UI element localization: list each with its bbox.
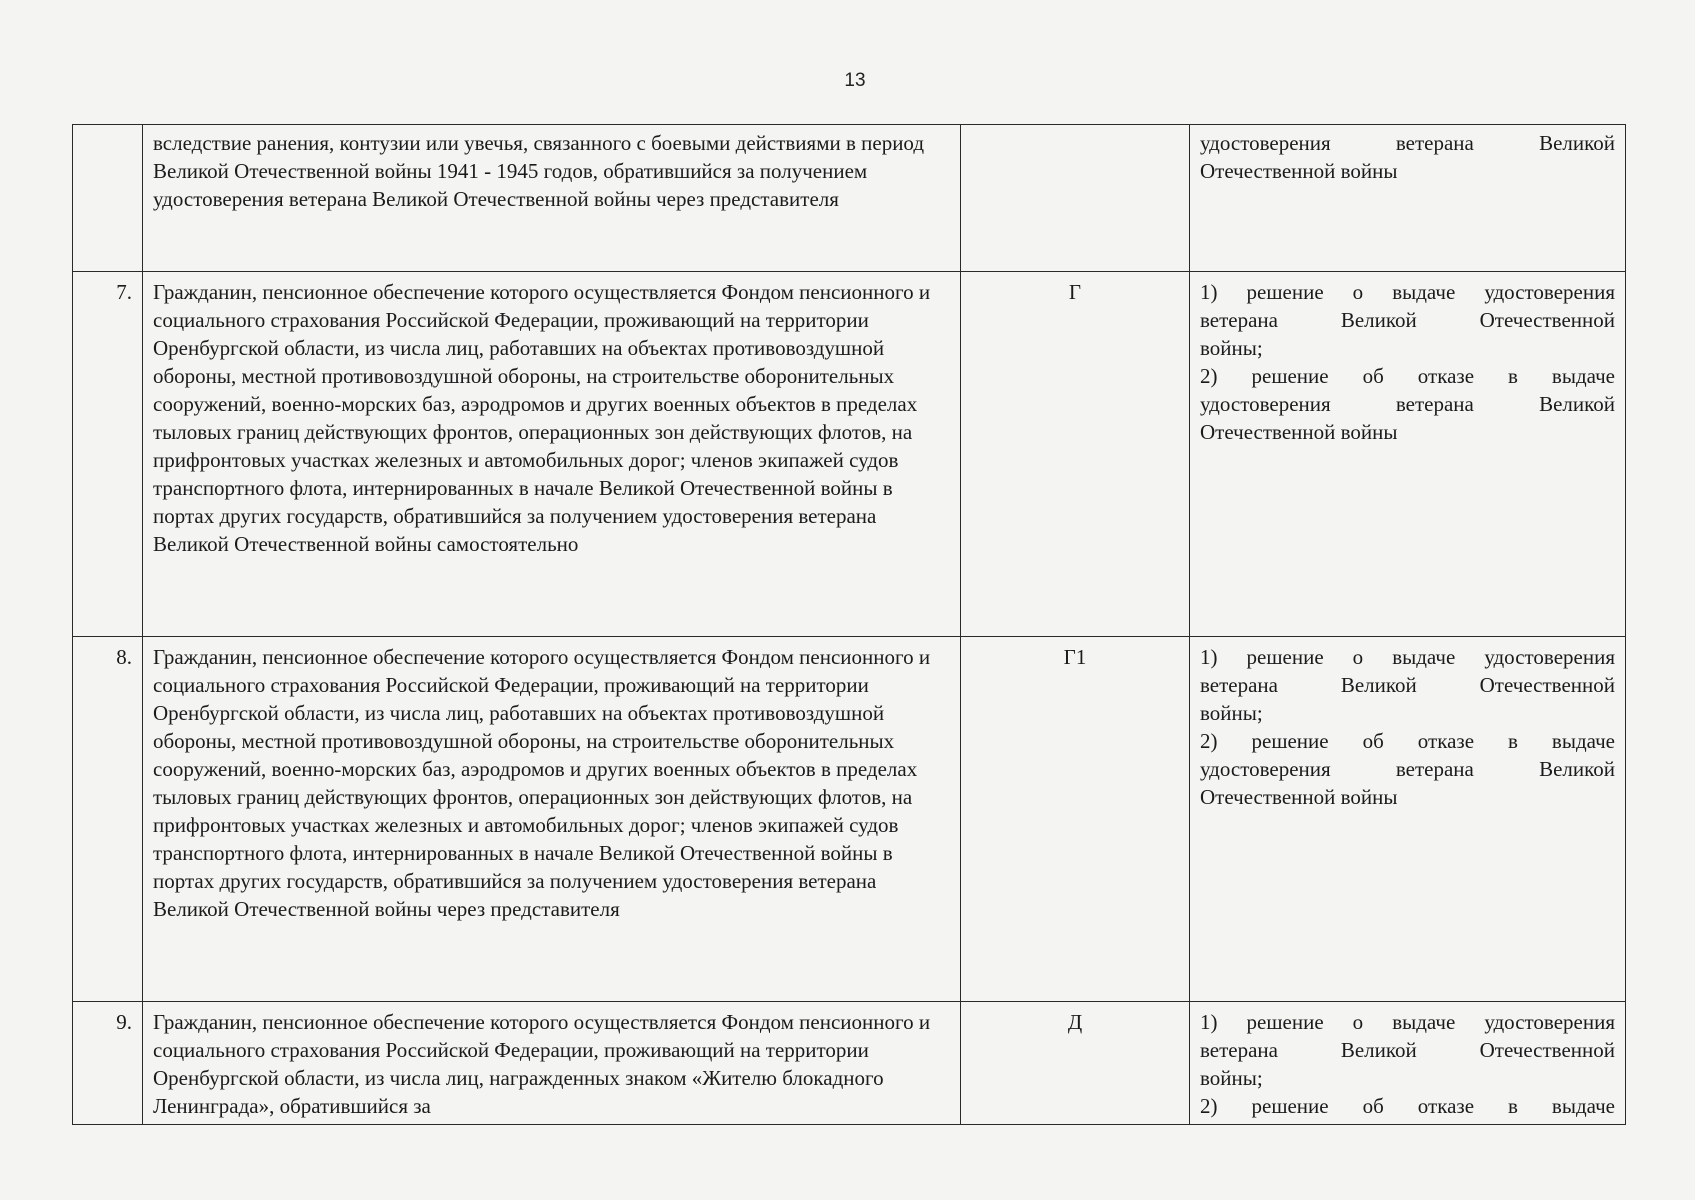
row-result (1190, 637, 1626, 1002)
result-line: войны; (1200, 1066, 1263, 1090)
row-code: Г (961, 272, 1190, 637)
row-code (961, 125, 1190, 272)
row-number: 8. (73, 637, 143, 1002)
row-number (73, 125, 143, 272)
result-line: удостоверения ветерана Великой (1200, 131, 1615, 155)
result-line: 1) решение о выдаче удостоверения (1200, 1010, 1615, 1034)
row-description: вследствие ранения, контузии или увечья, связанного с боевыми действиями в период Великой Отечественной войны 1941 - 1945 годов, обратившийся за получением удостоверения ветерана Великой Отечественной войны через представителя (143, 125, 961, 272)
table-row (73, 125, 1626, 272)
result-line: 2) решение об отказе в выдаче (1200, 1094, 1615, 1118)
result-line: 2) решение об отказе в выдаче (1200, 364, 1615, 388)
result-line: ветерана Великой Отечественной (1200, 673, 1615, 697)
result-line: 1) решение о выдаче удостоверения (1200, 280, 1615, 304)
result-line: Отечественной войны (1200, 420, 1398, 444)
result-line: удостоверения ветерана Великой (1200, 392, 1615, 416)
result-line: войны; (1200, 336, 1263, 360)
row-result (1190, 125, 1626, 272)
table-row (73, 637, 1626, 1002)
result-line: ветерана Великой Отечественной (1200, 308, 1615, 332)
table-row (73, 272, 1626, 637)
result-line: ветерана Великой Отечественной (1200, 1038, 1615, 1062)
row-result (1190, 272, 1626, 637)
result-line: Отечественной войны (1200, 159, 1398, 183)
row-code: Д (961, 1002, 1190, 1125)
result-line: 2) решение об отказе в выдаче (1200, 729, 1615, 753)
result-line: войны; (1200, 701, 1263, 725)
result-line: 1) решение о выдаче удостоверения (1200, 645, 1615, 669)
row-description: Гражданин, пенсионное обеспечение которого осуществляется Фондом пенсионного и социального страхования Российской Федерации, проживающий на территории Оренбургской области, из числа лиц, работавших на объектах противовоздушной обороны, местной противовоздушной обороны, на строительстве оборонительных сооружений, военно-морских баз, аэродромов и других военных объектов в пределах тыловых границ действующих фронтов, операционных зон действующих флотов, на прифронтовых участках железных и автомобильных дорог; членов экипажей судов транспортного флота, интернированных в начале Великой Отечественной войны в портах других государств, обратившийся за получением удостоверения ветерана Великой Отечественной войны через представителя (143, 637, 961, 1002)
row-code: Г1 (961, 637, 1190, 1002)
document-table (72, 124, 1626, 1125)
row-result (1190, 1002, 1626, 1125)
result-line: Отечественной войны (1200, 785, 1398, 809)
page-number: 13 (844, 70, 866, 91)
row-description: Гражданин, пенсионное обеспечение которого осуществляется Фондом пенсионного и социального страхования Российской Федерации, проживающий на территории Оренбургской области, из числа лиц, работавших на объектах противовоздушной обороны, местной противовоздушной обороны, на строительстве оборонительных сооружений, военно-морских баз, аэродромов и других военных объектов в пределах тыловых границ действующих фронтов, операционных зон действующих флотов, на прифронтовых участках железных и автомобильных дорог; членов экипажей судов транспортного флота, интернированных в начале Великой Отечественной войны в портах других государств, обратившийся за получением удостоверения ветерана Великой Отечественной войны самостоятельно (143, 272, 961, 637)
row-description: Гражданин, пенсионное обеспечение которого осуществляется Фондом пенсионного и социального страхования Российской Федерации, проживающий на территории Оренбургской области, из числа лиц, награжденных знаком «Жителю блокадного Ленинграда», обратившийся за (143, 1002, 961, 1125)
row-number: 7. (73, 272, 143, 637)
row-number: 9. (73, 1002, 143, 1125)
result-line: удостоверения ветерана Великой (1200, 757, 1615, 781)
table-row (73, 1002, 1626, 1125)
